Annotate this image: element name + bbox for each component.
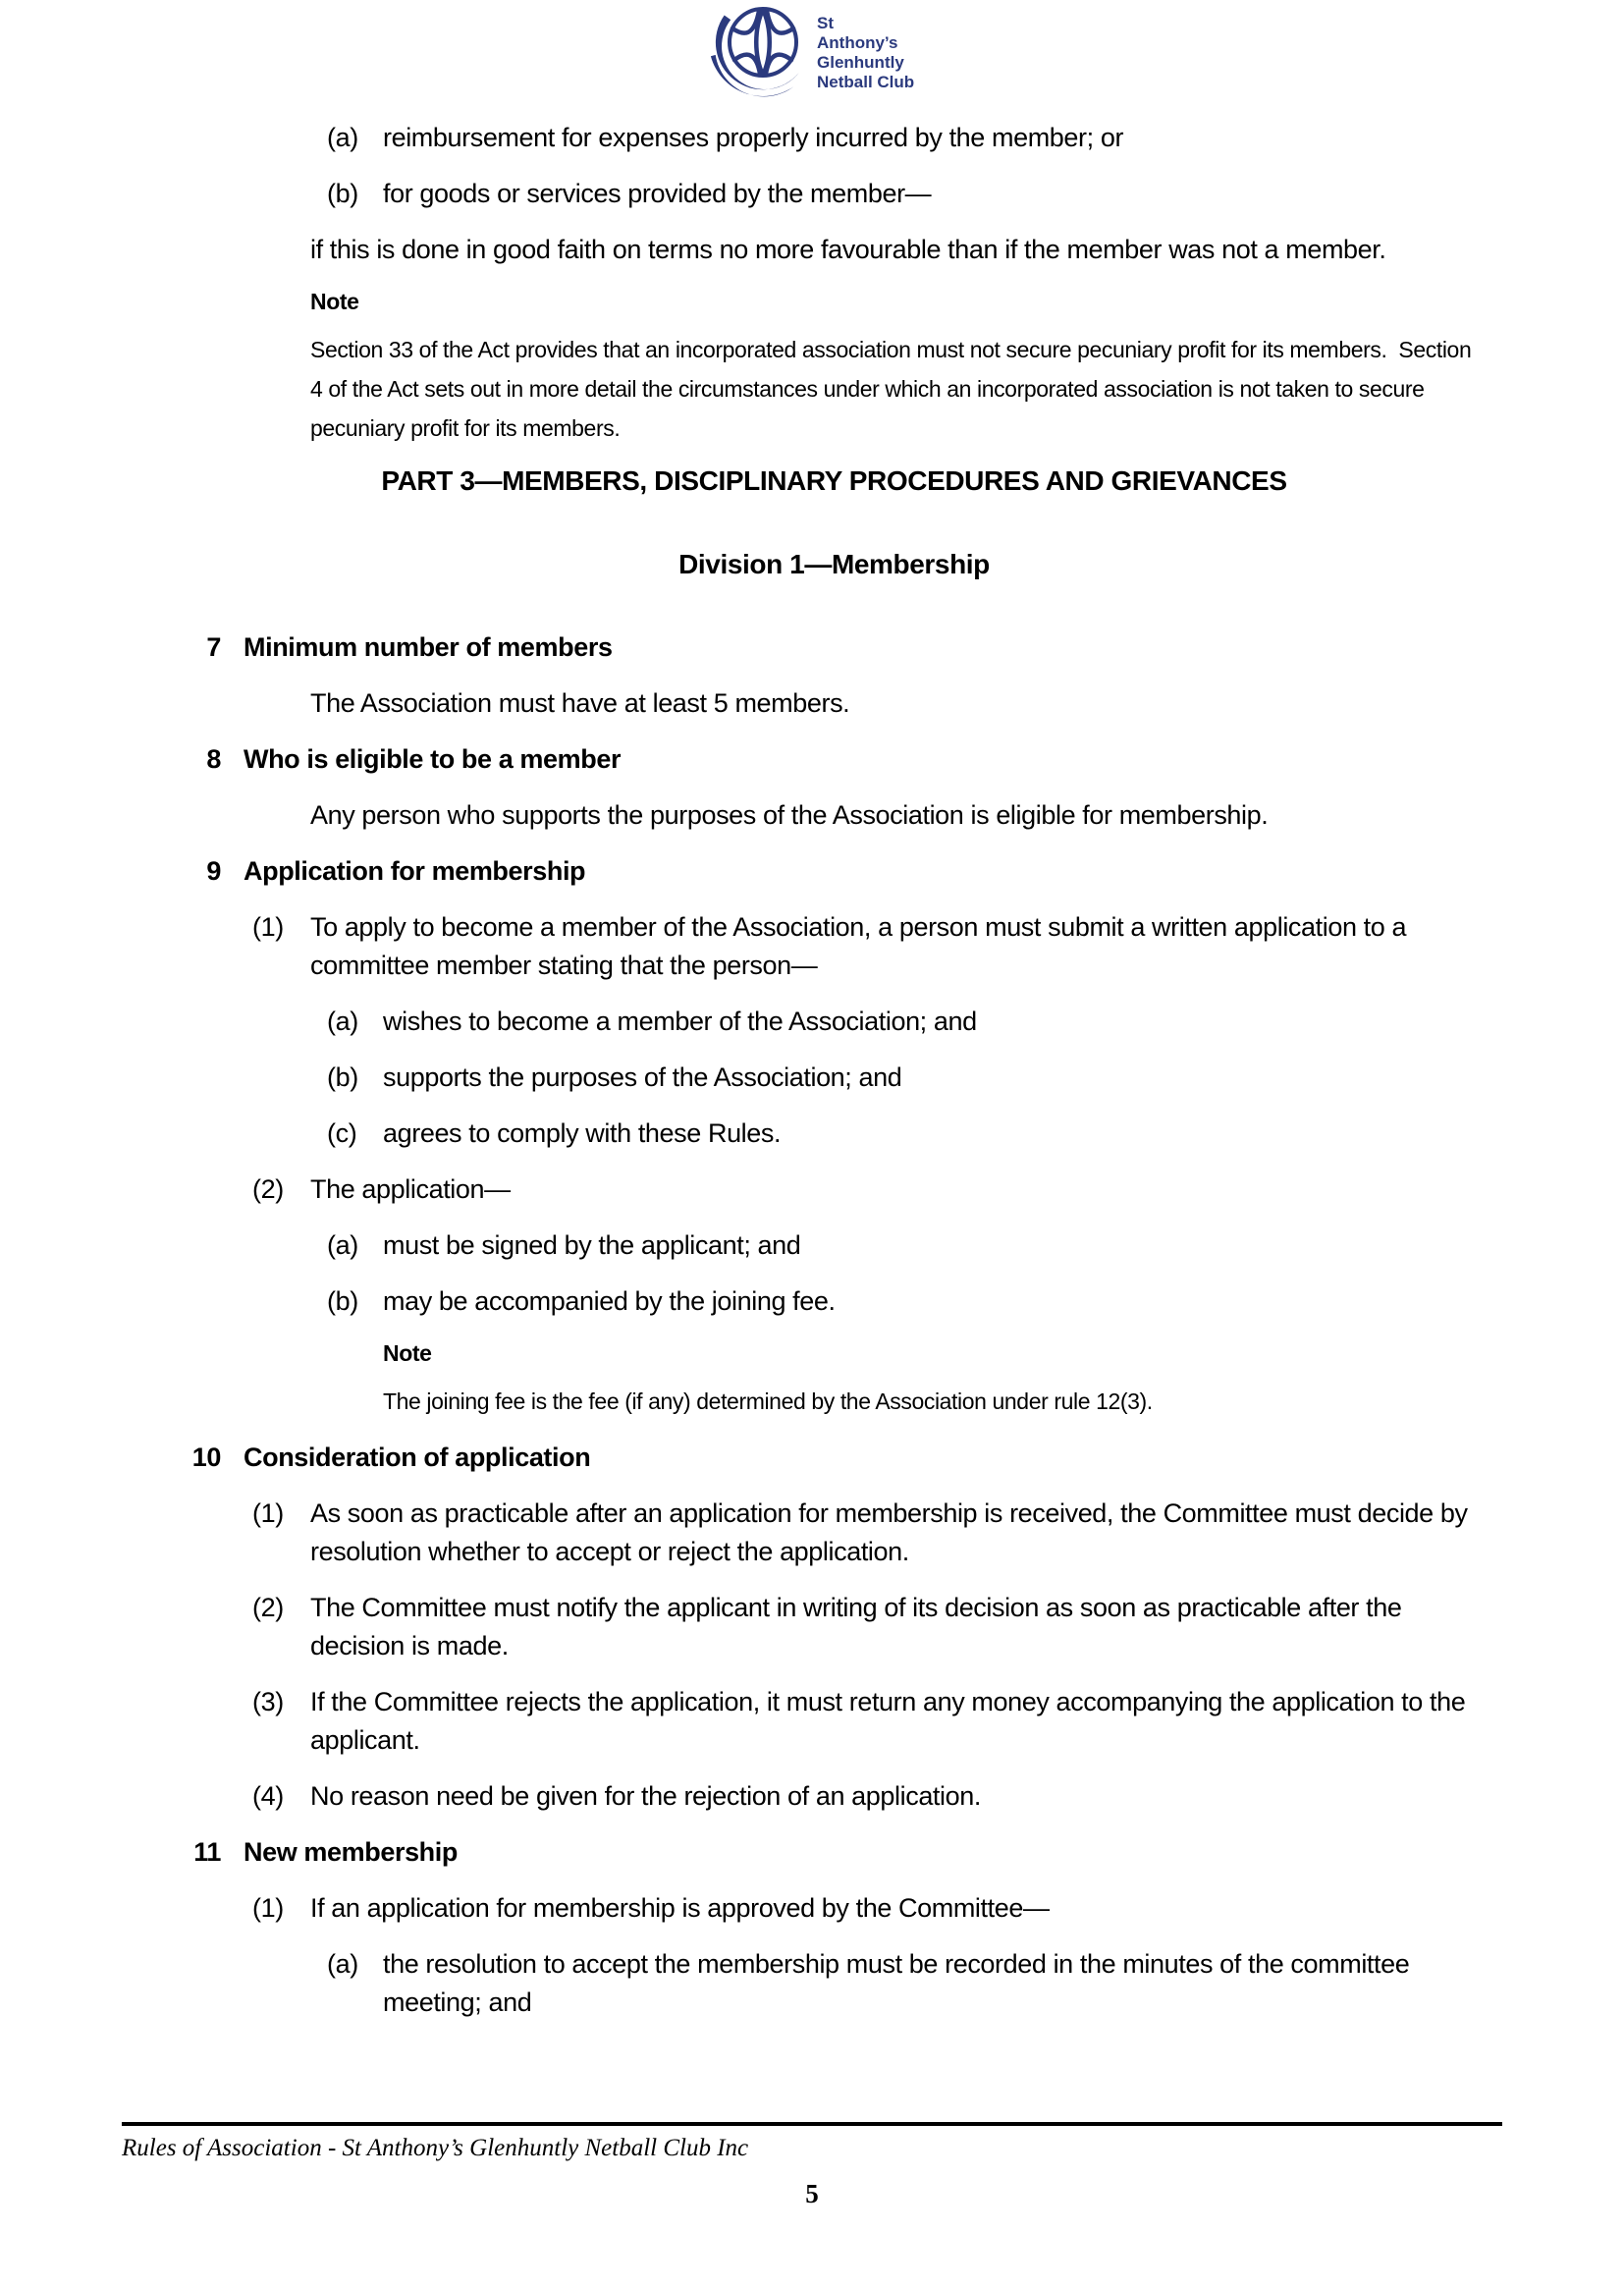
subrule-text: As soon as practicable after an application for membership is received, the Committee must decide by resolution whether to accept or reject the application. bbox=[310, 1498, 1468, 1566]
section-heading bbox=[182, 1439, 1487, 1477]
list-item-text: for goods or services provided by the member— bbox=[383, 179, 932, 208]
list-item bbox=[327, 1059, 1487, 1097]
note-label: Note bbox=[383, 1340, 432, 1366]
subrule bbox=[252, 1683, 1487, 1760]
paragraph: if this is done in good faith on terms no more favourable than if the member was not a member. bbox=[310, 235, 1386, 264]
section-heading bbox=[182, 740, 1487, 779]
list-item bbox=[327, 1945, 1487, 2022]
subrule-text: The application— bbox=[310, 1174, 511, 1204]
list-item-text: wishes to become a member of the Association; and bbox=[383, 1007, 977, 1036]
section-title: Minimum number of members bbox=[244, 632, 613, 662]
list-item-marker: (a) bbox=[327, 123, 358, 152]
club-name bbox=[817, 14, 915, 92]
list-item-text: may be accompanied by the joining fee. bbox=[383, 1286, 836, 1316]
subrule-marker: (1) bbox=[252, 912, 284, 942]
subrule-marker: (1) bbox=[252, 1498, 284, 1528]
section-heading bbox=[182, 852, 1487, 891]
section-number: 8 bbox=[206, 744, 221, 774]
document-body bbox=[0, 119, 1624, 2040]
page-footer bbox=[122, 2122, 1502, 2209]
section-number: 10 bbox=[191, 1442, 221, 1472]
subrule-text: To apply to become a member of the Association, a person must submit a written application to a committee member stating that the person— bbox=[310, 912, 1407, 980]
list-item-text: agrees to comply with these Rules. bbox=[383, 1118, 782, 1148]
page-number: 5 bbox=[805, 2179, 819, 2208]
list-item-text: supports the purposes of the Association; and bbox=[383, 1062, 902, 1092]
list-item-marker: (b) bbox=[327, 1062, 358, 1092]
note-text: The joining fee is the fee (if any) determined by the Association under rule 12(3). bbox=[383, 1388, 1153, 1414]
page-header bbox=[0, 3, 1624, 116]
list-item bbox=[327, 1003, 1487, 1041]
section-heading bbox=[182, 1833, 1487, 1872]
list-item bbox=[327, 175, 1487, 213]
section-title: Consideration of application bbox=[244, 1442, 591, 1472]
subrule-text: If the Committee rejects the application, it must return any money accompanying the application to the applicant. bbox=[310, 1687, 1466, 1755]
list-item-text: must be signed by the applicant; and bbox=[383, 1230, 801, 1260]
subrule bbox=[252, 1889, 1487, 1928]
list-item bbox=[327, 119, 1487, 157]
subrule bbox=[252, 908, 1487, 985]
section-number: 7 bbox=[206, 632, 221, 662]
club-name-line3: Netball Club bbox=[817, 73, 915, 91]
list-item bbox=[327, 1282, 1487, 1321]
list-item bbox=[327, 1115, 1487, 1153]
paragraph: Any person who supports the purposes of the Association is eligible for membership. bbox=[310, 800, 1269, 830]
subrule bbox=[252, 1589, 1487, 1665]
subrule bbox=[252, 1495, 1487, 1571]
list-item-marker: (b) bbox=[327, 179, 358, 208]
subrule-text: The Committee must notify the applicant in writing of its decision as soon as practicable after the decision is made. bbox=[310, 1593, 1402, 1660]
subrule bbox=[252, 1170, 1487, 1209]
footer-document-title: Rules of Association - St Anthony’s Glenhuntly Netball Club Inc bbox=[122, 2135, 749, 2161]
club-name-line2: Glenhuntly bbox=[817, 53, 904, 72]
list-item bbox=[327, 1226, 1487, 1265]
list-item-marker: (a) bbox=[327, 1007, 358, 1036]
section-number: 9 bbox=[206, 856, 221, 886]
section-heading bbox=[182, 628, 1487, 667]
division-heading: Division 1—Membership bbox=[678, 549, 990, 579]
list-item-marker: (b) bbox=[327, 1286, 358, 1316]
part-heading: PART 3—MEMBERS, DISCIPLINARY PROCEDURES AND GRIEVANCES bbox=[381, 465, 1287, 496]
subrule bbox=[252, 1777, 1487, 1816]
list-item-marker: (c) bbox=[327, 1118, 357, 1148]
list-item-marker: (a) bbox=[327, 1230, 358, 1260]
list-item-text: reimbursement for expenses properly incurred by the member; or bbox=[383, 123, 1124, 152]
paragraph: The Association must have at least 5 members. bbox=[310, 688, 850, 718]
subrule-marker: (2) bbox=[252, 1593, 284, 1622]
subrule-marker: (1) bbox=[252, 1893, 284, 1923]
subrule-text: If an application for membership is approved by the Committee— bbox=[310, 1893, 1050, 1923]
subrule-marker: (3) bbox=[252, 1687, 284, 1716]
section-title: Application for membership bbox=[244, 856, 586, 886]
list-item-marker: (a) bbox=[327, 1949, 358, 1979]
section-title: New membership bbox=[244, 1837, 458, 1867]
club-name-line1: St Anthony’s bbox=[817, 14, 898, 52]
subrule-marker: (2) bbox=[252, 1174, 284, 1204]
list-item-text: the resolution to accept the membership must be recorded in the minutes of the committee meeting; and bbox=[383, 1949, 1410, 2017]
section-number: 11 bbox=[193, 1837, 221, 1867]
subrule-text: No reason need be given for the rejection of an application. bbox=[310, 1781, 981, 1811]
subrule-marker: (4) bbox=[252, 1781, 284, 1811]
club-logo bbox=[709, 3, 915, 116]
section-title: Who is eligible to be a member bbox=[244, 744, 622, 774]
note-label: Note bbox=[310, 289, 359, 314]
note-text: Section 33 of the Act provides that an incorporated association must not secure pecuniary profit for its members. Section 4 of the Act sets out in more detail the circumstances under which an incorporated association is not taken to secure pecuniary profit for its members. bbox=[310, 337, 1478, 441]
